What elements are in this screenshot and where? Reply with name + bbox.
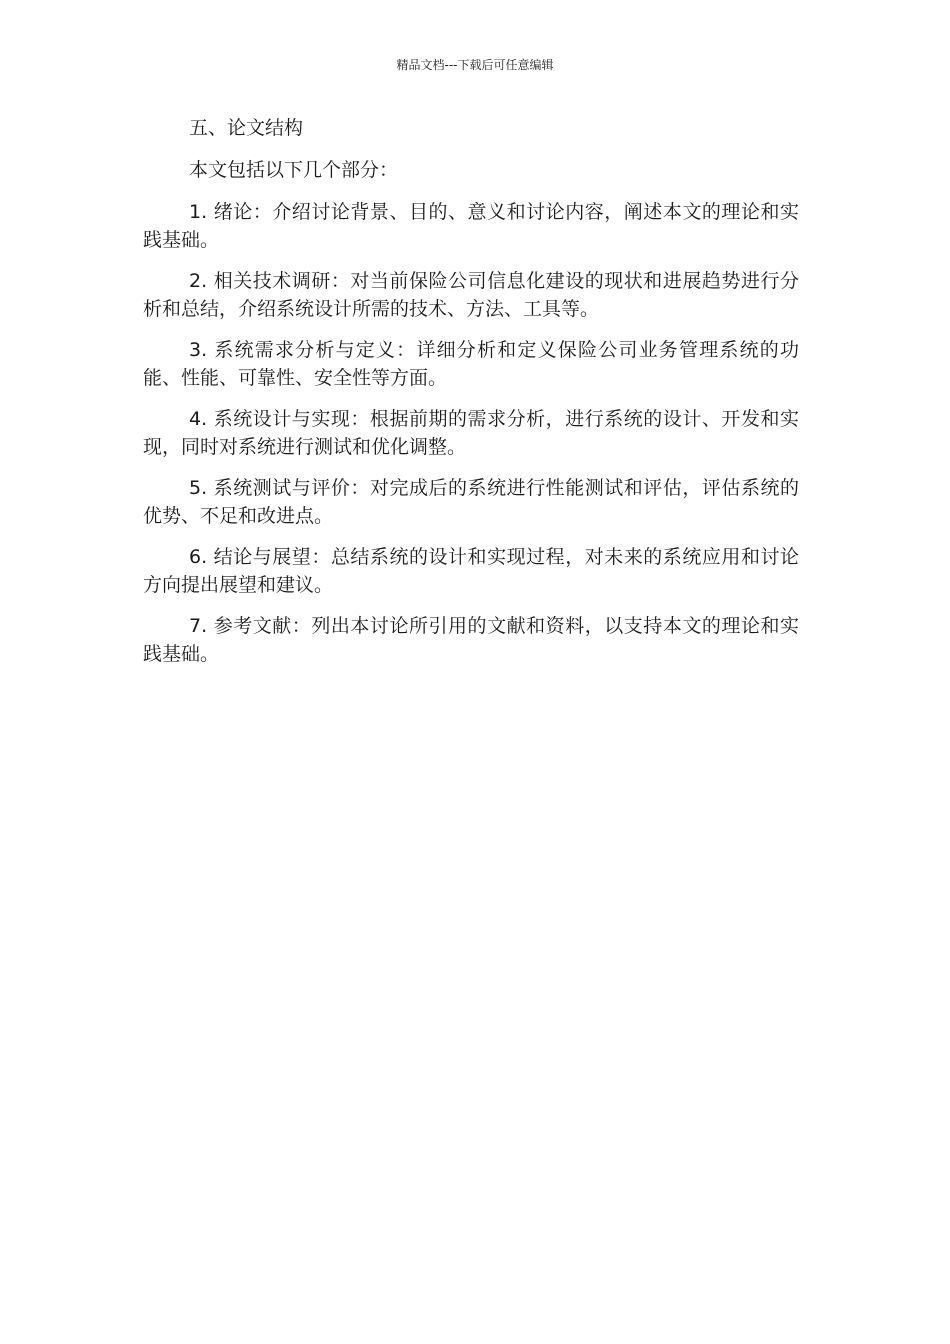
document-body <box>143 114 799 681</box>
list-item: 2. 相关技术调研：对当前保险公司信息化建设的现状和进展趋势进行分析和总结，介绍系统设计所需的技术、方法、工具等。 <box>143 270 799 320</box>
list-item: 3. 系统需求分析与定义：详细分析和定义保险公司业务管理系统的功能、性能、可靠性、安全性等方面。 <box>143 339 799 389</box>
list-item: 7. 参考文献：列出本讨论所引用的文献和资料，以支持本文的理论和实践基础。 <box>143 615 799 665</box>
page-header: 精品文档---下载后可任意编辑 <box>396 58 554 72</box>
list-item: 6. 结论与展望：总结系统的设计和实现过程，对未来的系统应用和讨论方向提出展望和建议。 <box>143 546 799 596</box>
list-item: 5. 系统测试与评价：对完成后的系统进行性能测试和评估，评估系统的优势、不足和改进点。 <box>143 477 799 527</box>
list-item: 4. 系统设计与实现：根据前期的需求分析，进行系统的设计、开发和实现，同时对系统进行测试和优化调整。 <box>143 408 799 458</box>
list-item: 1. 绪论：介绍讨论背景、目的、意义和讨论内容，阐述本文的理论和实践基础。 <box>143 201 799 251</box>
section-intro: 本文包括以下几个部分： <box>189 159 399 181</box>
section-heading: 五、论文结构 <box>189 117 304 139</box>
